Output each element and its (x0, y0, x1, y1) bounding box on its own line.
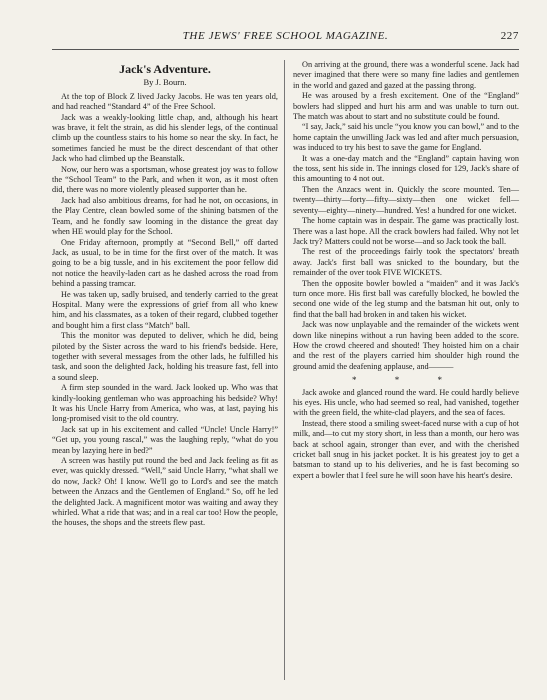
article-title: Jack's Adventure. (119, 62, 211, 76)
paragraph: The rest of the proceedings fairly took the spectators' breath away. Jack's first ball was snicked to the boundary, but the remainder of the over took FIVE WICKETS. (293, 247, 519, 278)
paragraph: This the monitor was deputed to deliver, which he did, being piloted by the Sister across the ward to his friend's bedside. Here, together with several messages from the other lads, he fulfilled his task, and soon the delighted Jack, holding his treasure fast, fell into a sound sleep. (52, 331, 278, 382)
paragraph: Jack had also ambitious dreams, for had he not, on occasions, in the Play Centre, clean bowled some of the shining batsmen of the Team, and he fondly saw looming in the distance the great day when HE would play for the School. (52, 195, 278, 237)
paragraph: Jack was now unplayable and the remainder of the wickets went down like ninepins without a run having been added to the score. How the crowd cheered and shouted! They hoisted him on a chair and the rest of the players carried him shoulder high round the ground amid the deafening applause, and——— (293, 320, 519, 371)
paragraph: He was aroused by a fresh excitement. One of the “England” bowlers had slipped and hurt his arm and was unable to turn out. The match was about to start and no substitute could be found. (293, 91, 519, 122)
left-column (52, 60, 284, 680)
magazine-title: THE JEWS' FREE SCHOOL MAGAZINE. (182, 30, 389, 42)
page-number: 227 (500, 30, 519, 42)
section-break: * * * (352, 375, 460, 386)
paragraph: “I say, Jack,” said his uncle “you know you can bowl,” and to the home captain the unwilling Jack was led and after much persuasion, was induced to try his best to save the game for England. (293, 122, 519, 153)
paragraph: He was taken up, sadly bruised, and tenderly carried to the great Hospital. Many were the expressions of grief from all who knew him, and his classmates, as a token of their regard, clubbed together and bought him a first class “Match” ball. (52, 289, 278, 330)
paragraph: It was a one-day match and the “England” captain having won the toss, sent his side in. The innings closed for 129, Jack's share of this amounting to 4 not out. (293, 153, 519, 184)
paragraph: Jack was a weakly-looking little chap, and, although his heart was brave, it felt the strain, as did his slender legs, of the continual climb up the countless stairs to his home so near the sky. In fact, he sometimes fancied he must be the direct descendant of that other Jack who had climbed up the Beanstalk. (52, 112, 278, 164)
paragraph: Then the Anzacs went in. Quickly the score mounted. Ten—twenty—thirty—forty—fifty—sixty—then one wicket fell—seventy—eighty—ninety—hundred. Yes! a hundred for one wicket. (293, 184, 519, 215)
paragraph: Instead, there stood a smiling sweet-faced nurse with a cup of hot milk, and—to cut my story short, in less than a month, our hero was back at school again, stronger than ever, and with the cherished cricket ball snug in his jacket pocket. It is his greatest joy to get a batsman to stand up to his deliveries, and he is fast becoming so expert a bowler that I feel sure he will soon have his heart's desire. (293, 418, 519, 480)
right-column (284, 60, 519, 680)
paragraph: Then the opposite bowler bowled a “maiden” and it was Jack's turn once more. His first ball was carefully blocked, he bowled the second one wide of the leg stump and the batsman hit out, only to find that the ball had broken in and taken his wicket. (293, 278, 519, 319)
paragraph: Now, our hero was a sportsman, whose greatest joy was to follow the “School Team” to the Park, and when it won, as it most often did, there was no more violently pleased supporter than he. (52, 164, 278, 195)
paragraph: A screen was hastily put round the bed and Jack feeling as fit as ever, was quickly dressed. “Well,” said Uncle Harry, “what shall we do now, Jack? Oh! I know. We'll go to Lord's and see the match between the Anzacs and the Gentlemen of England.” So, off he led the delighted Jack. A magnificent motor was waiting and away they whirled. What a ride that was; and in a real car too! How the people, the houses, the shops and the streets flew past. (52, 456, 278, 528)
paragraph: The home captain was in despair. The game was practically lost. There was a last hope. All the crack bowlers had failed. Why not let Jack try? Matters could not be worse—and so Jack took the ball. (293, 216, 519, 246)
running-head (52, 30, 519, 46)
header-rule (52, 49, 519, 50)
paragraph: Jack sat up in his excitement and called “Uncle! Uncle Harry!” “Get up, you young rascal,” was the laughing reply, “what do you mean by lazying here in bed?” (52, 424, 278, 455)
paragraph: Jack awoke and glanced round the ward. He could hardly believe his eyes. His uncle, who had seemed so real, had vanished, together with the green field, the white-clad players, and the sea of faces. (293, 387, 519, 418)
article-columns (52, 60, 519, 680)
paragraph: A firm step sounded in the ward. Jack looked up. Who was that kindly-looking gentleman who was approaching his bedside? Why! It was his Uncle Harry from America, who was, at last, paying his long-promised visit to the old country. (52, 383, 278, 424)
article-byline: By J. Bourn. (143, 77, 187, 88)
paragraph: On arriving at the ground, there was a wonderful scene. Jack had never imagined that there were so many fine ladies and gentlemen in the world and gazed and gazed at the passing throng. (293, 60, 519, 90)
paragraph: At the top of Block Z lived Jacky Jacobs. He was ten years old, and had reached “Standard 4” of the Free School. (52, 91, 278, 112)
paragraph: One Friday afternoon, promptly at “Second Bell,” off darted Jack, as usual, to be in time for the first over of the match. It was going to be a big tussle, and in his excitement the poor fellow did not notice the heavily-laden cart as he dashed across the road from behind a passing tramcar. (52, 237, 278, 289)
